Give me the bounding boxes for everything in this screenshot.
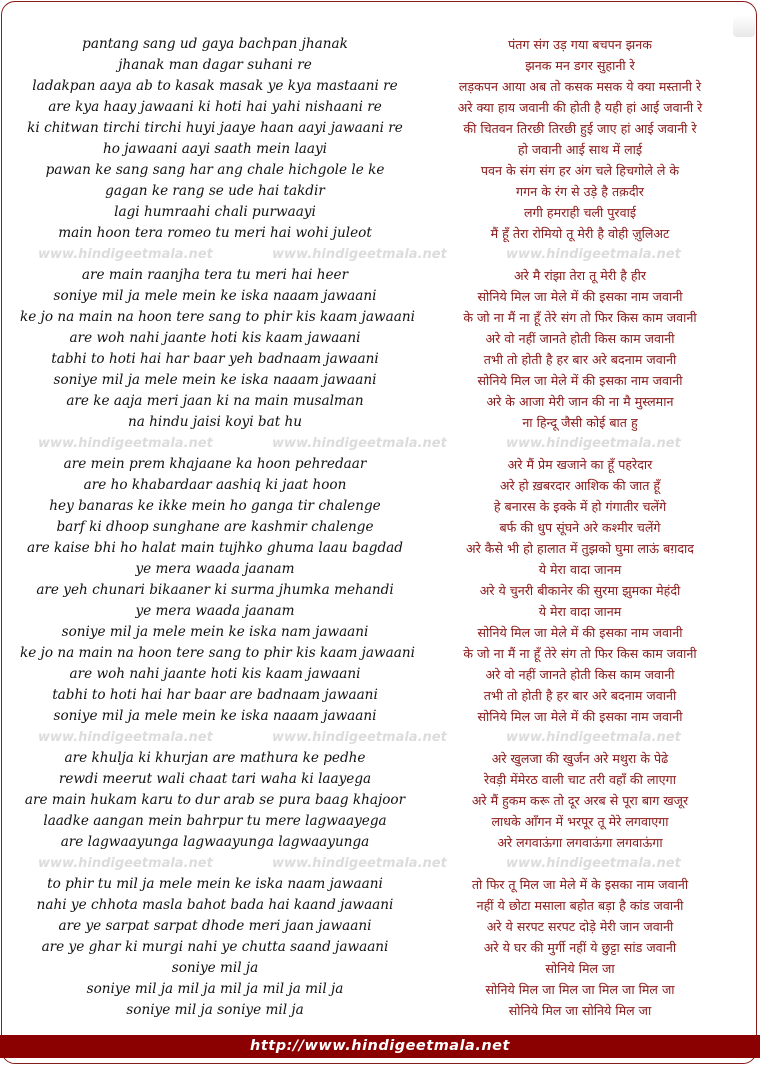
- lyric-line: [0, 391, 760, 412]
- watermark-text: www.hindigeetmala.net: [272, 730, 447, 745]
- lyric-line-english: pawan ke sang sang har ang chale hichgole le ke: [45, 162, 385, 178]
- lyric-line: [0, 559, 760, 580]
- lyric-line-english: are ye sarpat sarpat dhode meri jaan jawaani: [58, 918, 372, 934]
- lyric-line-english: are lagwaayunga lagwaayunga lagwaayunga: [60, 834, 370, 850]
- lyric-line: [0, 370, 760, 391]
- watermark-text: www.hindigeetmala.net: [272, 247, 447, 262]
- lyric-line-hindi: पवन के संग संग हर अंग चले हिचगोले ले के: [480, 163, 680, 178]
- lyric-line: [0, 349, 760, 370]
- lyric-line-hindi: अरे क्या हाय जवानी की होती है यही हां आई जवानी रे: [457, 100, 703, 115]
- lyric-line-hindi: अरे वो नहीं जानते होती किस काम जवानी: [485, 667, 675, 682]
- lyric-line: [0, 580, 760, 601]
- lyric-line-english: are khulja ki khurjan are mathura ke pedhe: [64, 750, 366, 766]
- lyric-line-english: soniye mil ja mil ja mil ja mil ja mil ja: [86, 981, 344, 997]
- watermark-row: [0, 727, 760, 748]
- lyric-line: [0, 328, 760, 349]
- lyric-line-english: na hindu jaisi koyi bat hu: [128, 414, 302, 430]
- lyric-line-hindi: अरे वो नहीं जानते होती किस काम जवानी: [485, 331, 675, 346]
- watermark-text: www.hindigeetmala.net: [506, 730, 681, 745]
- watermark-row: [0, 853, 760, 874]
- watermark-row: [0, 244, 760, 265]
- lyric-line-english: are ye ghar ki murgi nahi ye chutta saand jawaani: [41, 939, 389, 955]
- lyric-line-english: are woh nahi jaante hoti kis kaam jawaani: [69, 666, 361, 682]
- lyric-line: [0, 601, 760, 622]
- lyric-line-hindi: तभी तो होती है हर बार अरे बदनाम जवानी: [483, 352, 677, 367]
- lyric-line: [0, 265, 760, 286]
- lyric-line-english: laadke aangan mein bahrpur tu mere lagwaayega: [43, 813, 387, 829]
- lyric-line-hindi: बर्फ की धुप सूंघने अरे कश्मीर चलेंगे: [499, 520, 661, 535]
- lyric-line: [0, 643, 760, 664]
- lyric-line: [0, 538, 760, 559]
- lyric-line-english: are ho khabardaar aashiq ki jaat hoon: [83, 477, 347, 493]
- lyric-line: [0, 916, 760, 937]
- lyric-line-english: main hoon tera romeo tu meri hai wohi juleot: [58, 225, 372, 241]
- lyric-line-hindi: ये मेरा वादा जानम: [538, 562, 622, 577]
- lyric-line-hindi: लड़कपन आया अब तो कसक मसक ये क्या मस्तानी रे: [458, 79, 702, 94]
- lyric-line: [0, 790, 760, 811]
- lyric-line: [0, 34, 760, 55]
- lyric-line: [0, 748, 760, 769]
- lyric-line-english: ki chitwan tirchi tirchi huyi jaaye haan aayi jawaani re: [27, 120, 403, 136]
- watermark-text: www.hindigeetmala.net: [38, 436, 213, 451]
- lyric-line: [0, 97, 760, 118]
- lyric-line: [0, 307, 760, 328]
- lyric-line-hindi: अरे मैं प्रेम खजाने का हूँ पहरेदार: [507, 457, 653, 472]
- lyric-line-english: are yeh chunari bikaaner ki surma jhumka mehandi: [36, 582, 394, 598]
- lyric-line-english: barf ki dhoop sunghane are kashmir chalenge: [56, 519, 374, 535]
- lyric-line-hindi: अरे के आजा मेरी जान की ना मै मुस्लमान: [486, 394, 674, 409]
- lyric-line-english: to phir tu mil ja mele mein ke iska naam jawaani: [47, 876, 383, 892]
- lyric-line-hindi: पंतग संग उड़ गया बचपन झनक: [508, 37, 652, 52]
- lyric-line-hindi: ना हिन्दू जैसी कोई बात हु: [522, 415, 638, 430]
- lyric-line-hindi: सोनिये मिल जा मेले में की इसका नाम जवानी: [477, 289, 683, 304]
- lyric-line-english: rewdi meerut wali chaat tari waha ki laayega: [58, 771, 372, 787]
- lyric-line: [0, 118, 760, 139]
- watermark-text: www.hindigeetmala.net: [38, 856, 213, 871]
- watermark-row: [0, 433, 760, 454]
- lyric-line-hindi: अरे ये चुनरी बीकानेर की सुरमा झुमका मेहंदी: [479, 583, 681, 598]
- lyric-line-hindi: अरे कैसे भी हो हालात में तुझको घुमा लाऊं बग़दाद: [466, 541, 694, 556]
- lyric-line: [0, 412, 760, 433]
- lyric-line-english: ke jo na main na hoon tere sang to phir kis kaam jawaani: [20, 309, 415, 325]
- lyric-line-english: soniye mil ja: [171, 960, 259, 976]
- lyric-line-english: are main raanjha tera tu meri hai heer: [81, 267, 349, 283]
- lyric-line-english: tabhi to hoti hai har baar are badnaam jawaani: [52, 687, 378, 703]
- lyric-line-hindi: अरे लगवाऊंगा लगवाऊंगा लगवाऊंगा: [497, 835, 663, 850]
- lyric-line-english: are ke aaja meri jaan ki na main musalman: [66, 393, 364, 409]
- lyric-line: [0, 811, 760, 832]
- lyric-line-hindi: अरे हो ख़बरदार आशिक की जात हूँ: [499, 478, 661, 493]
- lyric-line-hindi: के जो ना मैं ना हूँ तेरे संग तो फिर किस काम जवानी: [463, 646, 697, 661]
- lyric-line-english: soniye mil ja mele mein ke iska naaam jawaani: [53, 708, 377, 724]
- lyric-line: [0, 958, 760, 979]
- watermark-text: www.hindigeetmala.net: [506, 436, 681, 451]
- lyric-line: [0, 832, 760, 853]
- lyric-line: [0, 874, 760, 895]
- lyric-line-english: ye mera waada jaanam: [135, 561, 295, 577]
- watermark-text: www.hindigeetmala.net: [272, 436, 447, 451]
- lyric-line-english: soniye mil ja soniye mil ja: [126, 1002, 304, 1018]
- lyric-line-hindi: झनक मन डगर सुहानी रे: [525, 58, 635, 73]
- lyric-line-hindi: मैं हूँ तेरा रोमियो तू मेरी है वोही ज़ुलिअट: [490, 226, 670, 241]
- lyric-line: [0, 139, 760, 160]
- lyric-line-hindi: ये मेरा वादा जानम: [538, 604, 622, 619]
- lyric-line: [0, 475, 760, 496]
- lyric-line: [0, 769, 760, 790]
- lyric-line-english: ho jawaani aayi saath mein laayi: [102, 141, 328, 157]
- watermark-text: www.hindigeetmala.net: [38, 247, 213, 262]
- lyric-line-english: tabhi to hoti hai har baar yeh badnaam jawaani: [51, 351, 379, 367]
- lyric-line-hindi: लगी हमराही चली पुरवाई: [523, 205, 637, 220]
- lyric-line-english: ye mera waada jaanam: [135, 603, 295, 619]
- lyric-line: [0, 496, 760, 517]
- lyric-line-english: hey banaras ke ikke mein ho ganga tir chalenge: [49, 498, 381, 514]
- footer-url-banner[interactable]: http://www.hindigeetmala.net: [0, 1035, 760, 1058]
- lyric-line: [0, 202, 760, 223]
- lyric-line-english: soniye mil ja mele mein ke iska naaam jawaani: [53, 372, 377, 388]
- lyric-line-hindi: तभी तो होती है हर बार अरे बदनाम जवानी: [483, 688, 677, 703]
- lyric-line-hindi: नहीं ये छोटा मसाला बहोत बड़ा है कांड जवानी: [476, 898, 684, 913]
- lyric-line-hindi: सोनिये मिल जा सोनिये मिल जा: [508, 1003, 652, 1018]
- lyric-line-hindi: सोनिये मिल जा मेले में की इसका नाम जवानी: [477, 625, 683, 640]
- lyric-line: [0, 76, 760, 97]
- lyric-line-hindi: अरे खुलजा की खुर्जन अरे मथुरा के पेढे: [491, 751, 669, 766]
- lyric-line: [0, 622, 760, 643]
- lyric-line-english: are mein prem khajaane ka hoon pehredaar: [63, 456, 367, 472]
- lyric-line-hindi: अरे ये सरपट सरपट दोड़े मेरी जान जवानी: [486, 919, 674, 934]
- lyric-line-hindi: सोनिये मिल जा मेले में की इसका नाम जवानी: [477, 373, 683, 388]
- lyric-line-english: are main hukam karu to dur arab se pura baag khajoor: [24, 792, 406, 808]
- lyric-line-english: are kya haay jawaani ki hoti hai yahi nishaani re: [48, 99, 382, 115]
- lyric-line-hindi: सोनिये मिल जा मेले में की इसका नाम जवानी: [477, 709, 683, 724]
- lyric-line-hindi: अरे ये घर की मुर्गी नहीं ये छुट्टा सांड जवानी: [483, 940, 677, 955]
- lyric-line: [0, 979, 760, 1000]
- lyric-line: [0, 895, 760, 916]
- lyric-line: [0, 286, 760, 307]
- lyric-line-hindi: लाधके आँगन में भरपूर तू मेरे लगवाएगा: [491, 814, 669, 829]
- lyric-line-english: jhanak man dagar suhani re: [118, 57, 312, 73]
- lyric-line-hindi: के जो ना मैं ना हूँ तेरे संग तो फिर किस काम जवानी: [463, 310, 697, 325]
- lyric-line: [0, 937, 760, 958]
- lyric-line-hindi: गगन के रंग से उड़े है तक़दीर: [516, 184, 644, 199]
- lyric-line-hindi: अरे मैं हुकम करू तो दूर अरब से पूरा बाग खजूर: [471, 793, 689, 808]
- lyric-line: [0, 517, 760, 538]
- lyric-line-hindi: की चितवन तिरछी तिरछी हुई जाए हां आई जवानी रे: [463, 121, 697, 136]
- lyric-line-english: soniye mil ja mele mein ke iska naaam jawaani: [53, 288, 377, 304]
- lyric-line: [0, 1000, 760, 1021]
- lyric-line: [0, 706, 760, 727]
- watermark-text: www.hindigeetmala.net: [38, 730, 213, 745]
- lyrics-body: [0, 34, 760, 1021]
- lyric-line-english: ke jo na main na hoon tere sang to phir kis kaam jawaani: [20, 645, 415, 661]
- lyric-line-hindi: सोनिये मिल जा: [545, 961, 615, 976]
- lyric-line: [0, 160, 760, 181]
- lyric-line-hindi: सोनिये मिल जा मिल जा मिल जा मिल जा: [485, 982, 675, 997]
- lyric-line-hindi: अरे मै रांझा तेरा तू मेरी है हीर: [513, 268, 647, 283]
- lyric-line: [0, 181, 760, 202]
- lyric-line-english: nahi ye chhota masla bahot bada hai kaand jawaani: [36, 897, 394, 913]
- lyric-line: [0, 664, 760, 685]
- lyric-line-english: lagi humraahi chali purwaayi: [114, 204, 316, 220]
- lyric-line-english: are kaise bhi ho halat main tujhko ghuma laau bagdad: [26, 540, 403, 556]
- lyric-line-english: gagan ke rang se ude hai takdir: [105, 183, 325, 199]
- lyric-line-english: soniye mil ja mele mein ke iska nam jawaani: [61, 624, 369, 640]
- lyric-line-hindi: हो जवानी आई साथ में लाई: [517, 142, 643, 157]
- watermark-text: www.hindigeetmala.net: [506, 856, 681, 871]
- lyric-line-english: ladakpan aaya ab to kasak masak ye kya mastaani re: [32, 78, 398, 94]
- lyric-line: [0, 685, 760, 706]
- lyric-line-hindi: तो फिर तू मिल जा मेले में के इसका नाम जवानी: [471, 877, 689, 892]
- lyric-line: [0, 223, 760, 244]
- watermark-text: www.hindigeetmala.net: [506, 247, 681, 262]
- lyric-line-english: are woh nahi jaante hoti kis kaam jawaani: [69, 330, 361, 346]
- lyric-line: [0, 55, 760, 76]
- lyric-line-hindi: हे बनारस के इक्के में हो गंगातीर चलेंगे: [493, 499, 667, 514]
- watermark-text: www.hindigeetmala.net: [272, 856, 447, 871]
- lyric-line-english: pantang sang ud gaya bachpan jhanak: [82, 36, 348, 52]
- lyric-line: [0, 454, 760, 475]
- lyric-line-hindi: रेवड़ी मेंमेरठ वाली चाट तरी वहाँ की लाएगा: [484, 772, 676, 787]
